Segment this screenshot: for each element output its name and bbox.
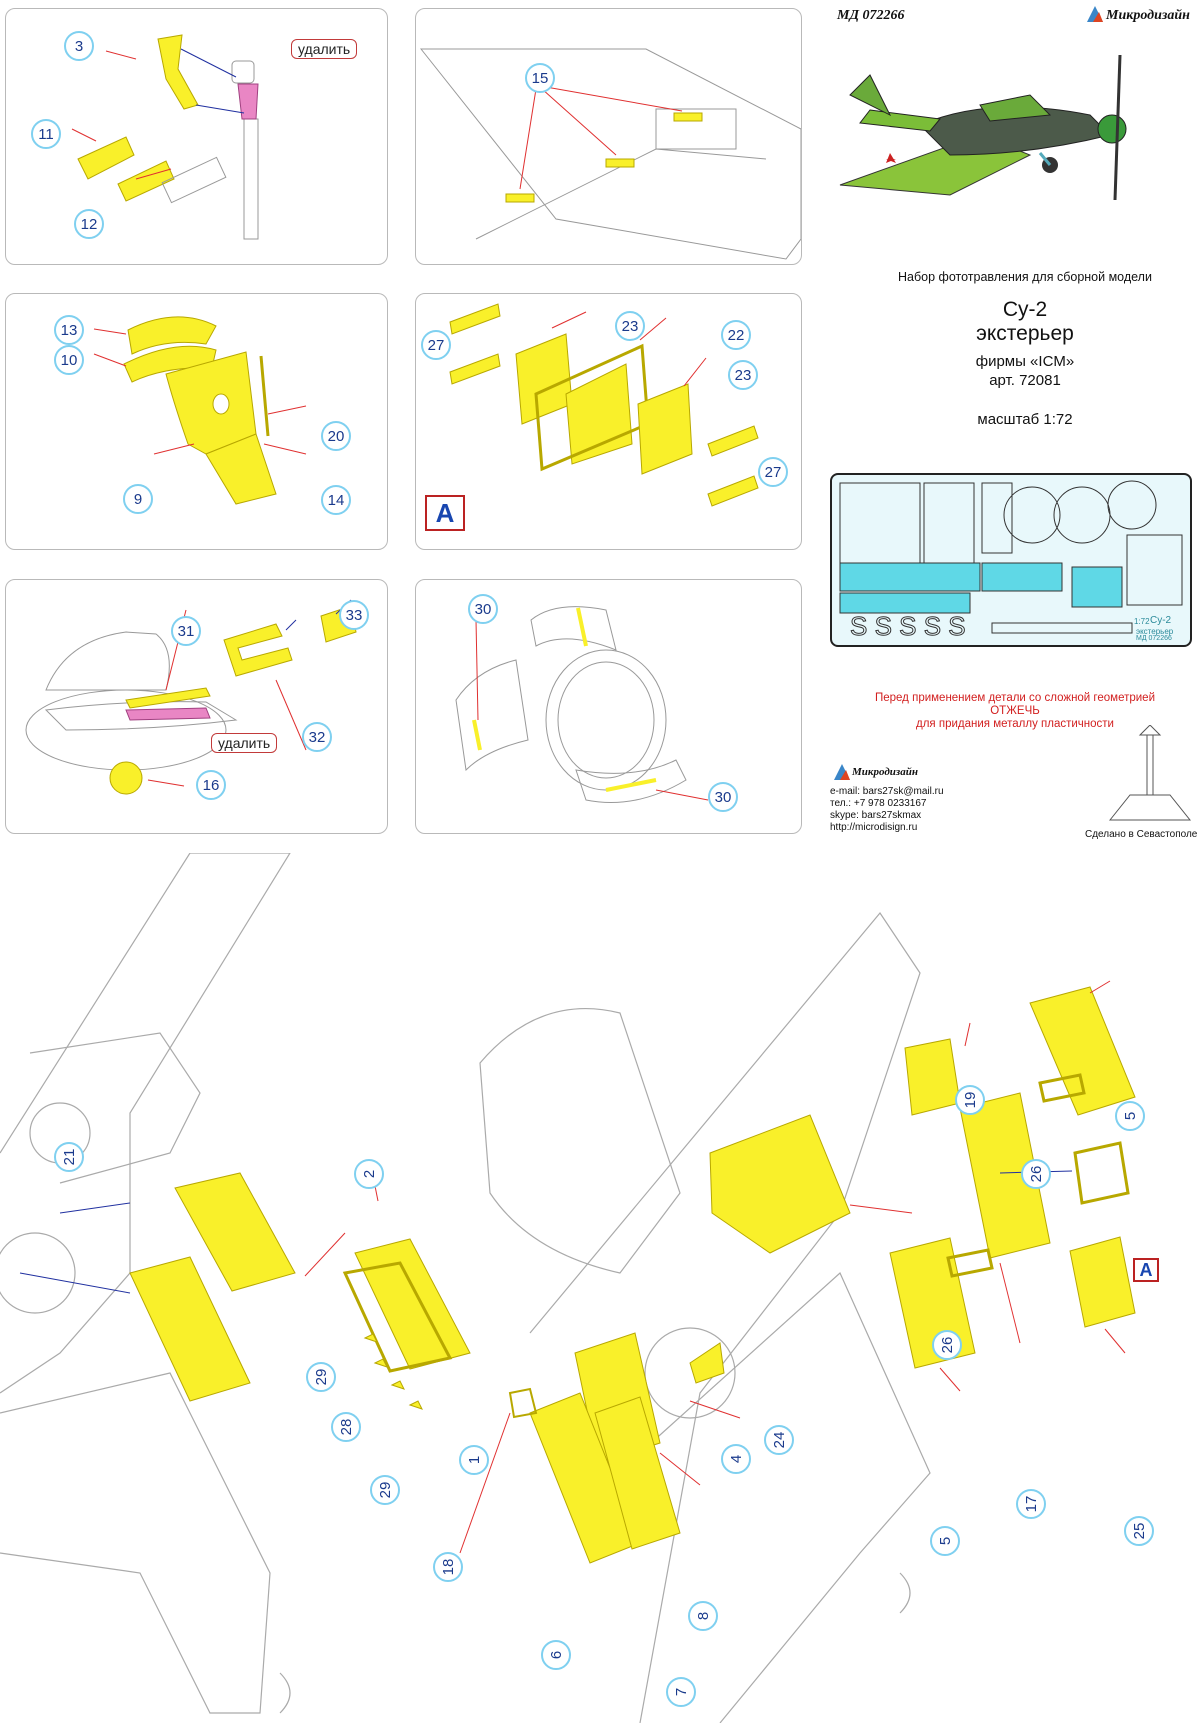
- etch-part-31: [126, 688, 210, 708]
- part-number-23b: 23: [728, 360, 758, 390]
- part-number-1: 1: [459, 1445, 489, 1475]
- part-number-27a: 27: [421, 330, 451, 360]
- part-number-25: 25: [1124, 1516, 1154, 1546]
- part-number-26b: 26: [932, 1330, 962, 1360]
- etch-part-15c: [674, 113, 702, 121]
- etch-part-25: [1070, 1237, 1135, 1327]
- remove-label: удалить: [211, 733, 277, 753]
- remove-label: удалить: [291, 39, 357, 59]
- etch-part-16: [110, 762, 142, 794]
- callout-a-bottom: A: [1133, 1258, 1159, 1282]
- fret-code: МД 072266: [1136, 635, 1172, 642]
- model-name: Су-2: [1002, 298, 1048, 321]
- etch-part-3: [158, 35, 198, 109]
- etch-part-2: [355, 1239, 470, 1369]
- article-number: арт. 72081: [989, 372, 1061, 389]
- part-number-27b: 27: [758, 457, 788, 487]
- etch-part-15a: [506, 194, 534, 202]
- etch-part-27b: [450, 354, 500, 384]
- contact-phone: тел.: +7 978 0233167: [830, 798, 927, 809]
- panel-bay-parts: [415, 293, 802, 550]
- part-number-32: 32: [302, 722, 332, 752]
- part-number-24: 24: [764, 1425, 794, 1455]
- part-number-13: 13: [54, 315, 84, 345]
- etch-part-22: [566, 364, 632, 464]
- part-number-28: 28: [331, 1412, 361, 1442]
- part-number-29a: 29: [306, 1362, 336, 1392]
- part-number-12: 12: [74, 209, 104, 239]
- part-number-10: 10: [54, 345, 84, 375]
- svg-text:S S S S S: S S S S S: [850, 611, 966, 641]
- etch-part-32: [224, 624, 292, 676]
- part-number-20: 20: [321, 421, 351, 451]
- fret-sub: экстерьер: [1136, 627, 1174, 636]
- kit-code: МД 072266: [837, 8, 905, 23]
- monument-illustration: [1100, 725, 1200, 825]
- part-number-16: 16: [196, 770, 226, 800]
- part-number-4: 4: [721, 1444, 751, 1474]
- contact-brand: Микродизайн: [852, 766, 918, 778]
- contact-logo-icon: [832, 762, 852, 782]
- part-number-26a: 26: [1021, 1159, 1051, 1189]
- etch-part-5a: [1030, 987, 1135, 1115]
- fret-scale: 1:72: [1134, 617, 1150, 626]
- anneal-warning-line2: ОТЖЕЧЬ: [990, 705, 1040, 717]
- part-number-7: 7: [666, 1677, 696, 1707]
- set-description: Набор фототравления для сборной модели: [898, 270, 1152, 284]
- part-number-5a: 5: [1115, 1101, 1145, 1131]
- set-type: экстерьер: [976, 322, 1074, 345]
- part-number-8: 8: [688, 1601, 718, 1631]
- panel2-drawing: [416, 9, 801, 264]
- part-number-11: 11: [31, 119, 61, 149]
- part-number-31: 31: [171, 616, 201, 646]
- manufacturer: фирмы «ICM»: [975, 353, 1075, 370]
- part-number-19: 19: [955, 1085, 985, 1115]
- fret-sheet: [830, 473, 1192, 647]
- brand-name: Микродизайн: [1106, 8, 1190, 23]
- brand-logo-icon: [1085, 4, 1105, 24]
- panel-wing-parts: [415, 8, 802, 265]
- part-number-6: 6: [541, 1640, 571, 1670]
- contact-site: http://microdisign.ru: [830, 822, 918, 833]
- contact-email: e-mail: bars27sk@mail.ru: [830, 786, 944, 797]
- aircraft-illustration: [830, 35, 1150, 205]
- part-number-14: 14: [321, 485, 351, 515]
- panel-canopy-parts: [5, 579, 388, 834]
- etch-part-18: [510, 1389, 536, 1417]
- part-number-22: 22: [721, 320, 751, 350]
- part-number-30b: 30: [708, 782, 738, 812]
- panel5-drawing: [6, 580, 387, 833]
- remove-part-1: [238, 84, 258, 119]
- part-number-21: 21: [54, 1142, 84, 1172]
- contact-skype: skype: bars27skmax: [830, 810, 922, 821]
- part-number-29b: 29: [370, 1475, 400, 1505]
- etch-part-19: [905, 1039, 960, 1115]
- panel-tail-parts: [5, 8, 388, 265]
- remove-part-2: [126, 708, 210, 720]
- part-number-23a: 23: [615, 311, 645, 341]
- etch-part-4: [690, 1343, 724, 1383]
- made-in: Сделано в Севастополе: [1085, 829, 1198, 840]
- panel-nose-parts: [5, 293, 388, 550]
- etch-part-11: [78, 137, 134, 179]
- etch-part-27c: [708, 426, 758, 456]
- fret-name: Су-2: [1150, 615, 1172, 626]
- part-number-5b: 5: [930, 1526, 960, 1556]
- part-number-30a: 30: [468, 594, 498, 624]
- anneal-warning-line3: для придания металлу пластичности: [916, 718, 1114, 730]
- etch-part-bay-box: [710, 1115, 850, 1253]
- part-number-17: 17: [1016, 1489, 1046, 1519]
- part-number-2: 2: [354, 1159, 384, 1189]
- part-number-33: 33: [339, 600, 369, 630]
- etch-part-27a: [450, 304, 500, 334]
- part-number-9: 9: [123, 484, 153, 514]
- callout-a: A: [425, 495, 465, 531]
- part-number-15: 15: [525, 63, 555, 93]
- anneal-warning-line1: Перед применением детали со сложной геометрией: [874, 692, 1155, 704]
- etch-part-27d: [708, 476, 758, 506]
- etch-part-23a: [516, 334, 572, 424]
- etch-part-15b: [606, 159, 634, 167]
- part-number-18: 18: [433, 1552, 463, 1582]
- panel-cowling-parts: [415, 579, 802, 834]
- etch-part-a-frame: [1075, 1143, 1128, 1203]
- bottom-assembly-drawing: [0, 853, 1200, 1723]
- part-number-3: 3: [64, 31, 94, 61]
- scale-label: масштаб 1:72: [977, 411, 1073, 428]
